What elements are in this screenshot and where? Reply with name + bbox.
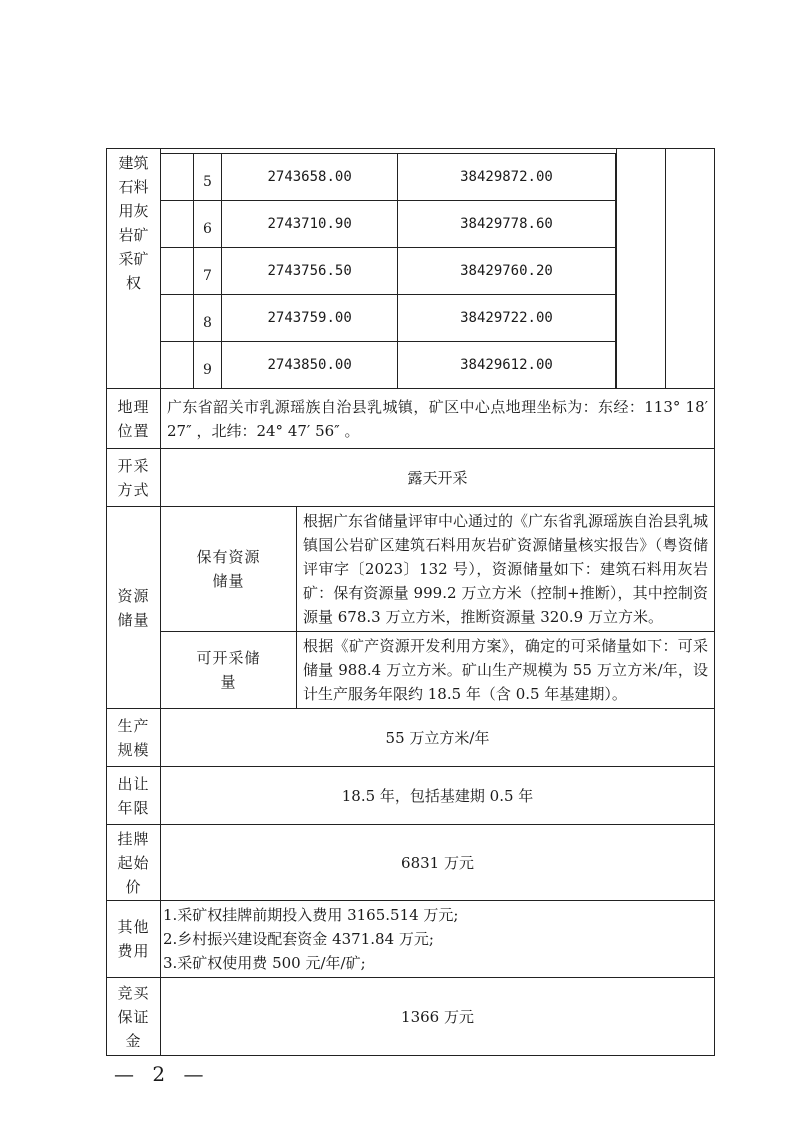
mining-method-value: 露天开采 (161, 449, 715, 507)
coord-row (161, 295, 616, 342)
empty-cell (666, 149, 715, 389)
starting-price-label: 挂牌 起始 价 (107, 825, 161, 901)
coord-row (161, 342, 616, 389)
held-reserves-text: 根据广东省储量评审中心通过的《广东省乳源瑶族自治县乳城镇国公岩矿区建筑石料用灰岩矿资源储量核实报告》（粤资储评审字〔2023〕132 号），资源储量如下：建筑石料用灰岩矿：保有资源量 999.2 万立方米（控制+推断），其中控制资源量 678.3 万立方米，推断资源量 320.9 万立方米。 (297, 507, 715, 632)
coordinates-table (161, 153, 616, 388)
coord-y: 38429872.00 (397, 154, 615, 201)
minable-reserves-label: 可开采储 量 (161, 632, 297, 709)
coord-y: 38429722.00 (397, 295, 615, 342)
coord-no: 9 (193, 342, 222, 389)
coord-x: 2743710.90 (222, 201, 398, 248)
other-fee-item: 2.乡村振兴建设配套资金 4371.84 万元; (163, 930, 434, 948)
minable-reserves-text: 根据《矿产资源开发利用方案》，确定的可采储量如下：可采储量 988.4 万立方米。矿山生产规模为 55 万立方米/年，设计生产服务年限约 18.5 年（含 0.5 年基建期）。 (297, 632, 715, 709)
location-label: 地理 位置 (107, 389, 161, 449)
coord-no: 6 (193, 201, 222, 248)
coord-y: 38429778.60 (397, 201, 615, 248)
coord-x: 2743658.00 (222, 154, 398, 201)
deposit-label: 竞买 保证 金 (107, 978, 161, 1056)
page-number: — 2 — (114, 1062, 210, 1086)
starting-price-value: 6831 万元 (161, 825, 715, 901)
coord-no: 5 (193, 154, 222, 201)
coord-no: 8 (193, 295, 222, 342)
transfer-term-value: 18.5 年，包括基建期 0.5 年 (161, 767, 715, 825)
production-scale-value: 55 万立方米/年 (161, 709, 715, 767)
held-reserves-label: 保有资源 储量 (161, 507, 297, 632)
coord-section-label: 建筑 石料 用灰 岩矿 采矿 权 (107, 149, 161, 389)
transfer-term-label: 出让 年限 (107, 767, 161, 825)
coord-y: 38429760.20 (397, 248, 615, 295)
location-text: 广东省韶关市乳源瑶族自治县乳城镇，矿区中心点地理坐标为：东经：113° 18′ 27″ ，北纬：24° 47′ 56″ 。 (161, 389, 715, 449)
coord-y: 38429612.00 (397, 342, 615, 389)
coord-row (161, 201, 616, 248)
coord-row (161, 154, 616, 201)
other-fee-item: 3.采矿权使用费 500 元/年/矿; (163, 954, 366, 972)
deposit-value: 1366 万元 (161, 978, 715, 1056)
coord-x: 2743850.00 (222, 342, 398, 389)
other-fee-item: 1.采矿权挂牌前期投入费用 3165.514 万元; (163, 906, 459, 924)
empty-cell (617, 149, 666, 389)
coord-x: 2743756.50 (222, 248, 398, 295)
mining-method-label: 开采 方式 (107, 449, 161, 507)
coordinates-cell (161, 149, 617, 389)
other-fees-label: 其他 费用 (107, 901, 161, 978)
coord-row (161, 248, 616, 295)
reserves-label: 资源 储量 (107, 507, 161, 709)
other-fees-list (161, 901, 715, 978)
production-scale-label: 生产 规模 (107, 709, 161, 767)
coord-no: 7 (193, 248, 222, 295)
mining-rights-table (106, 148, 715, 1056)
coord-x: 2743759.00 (222, 295, 398, 342)
